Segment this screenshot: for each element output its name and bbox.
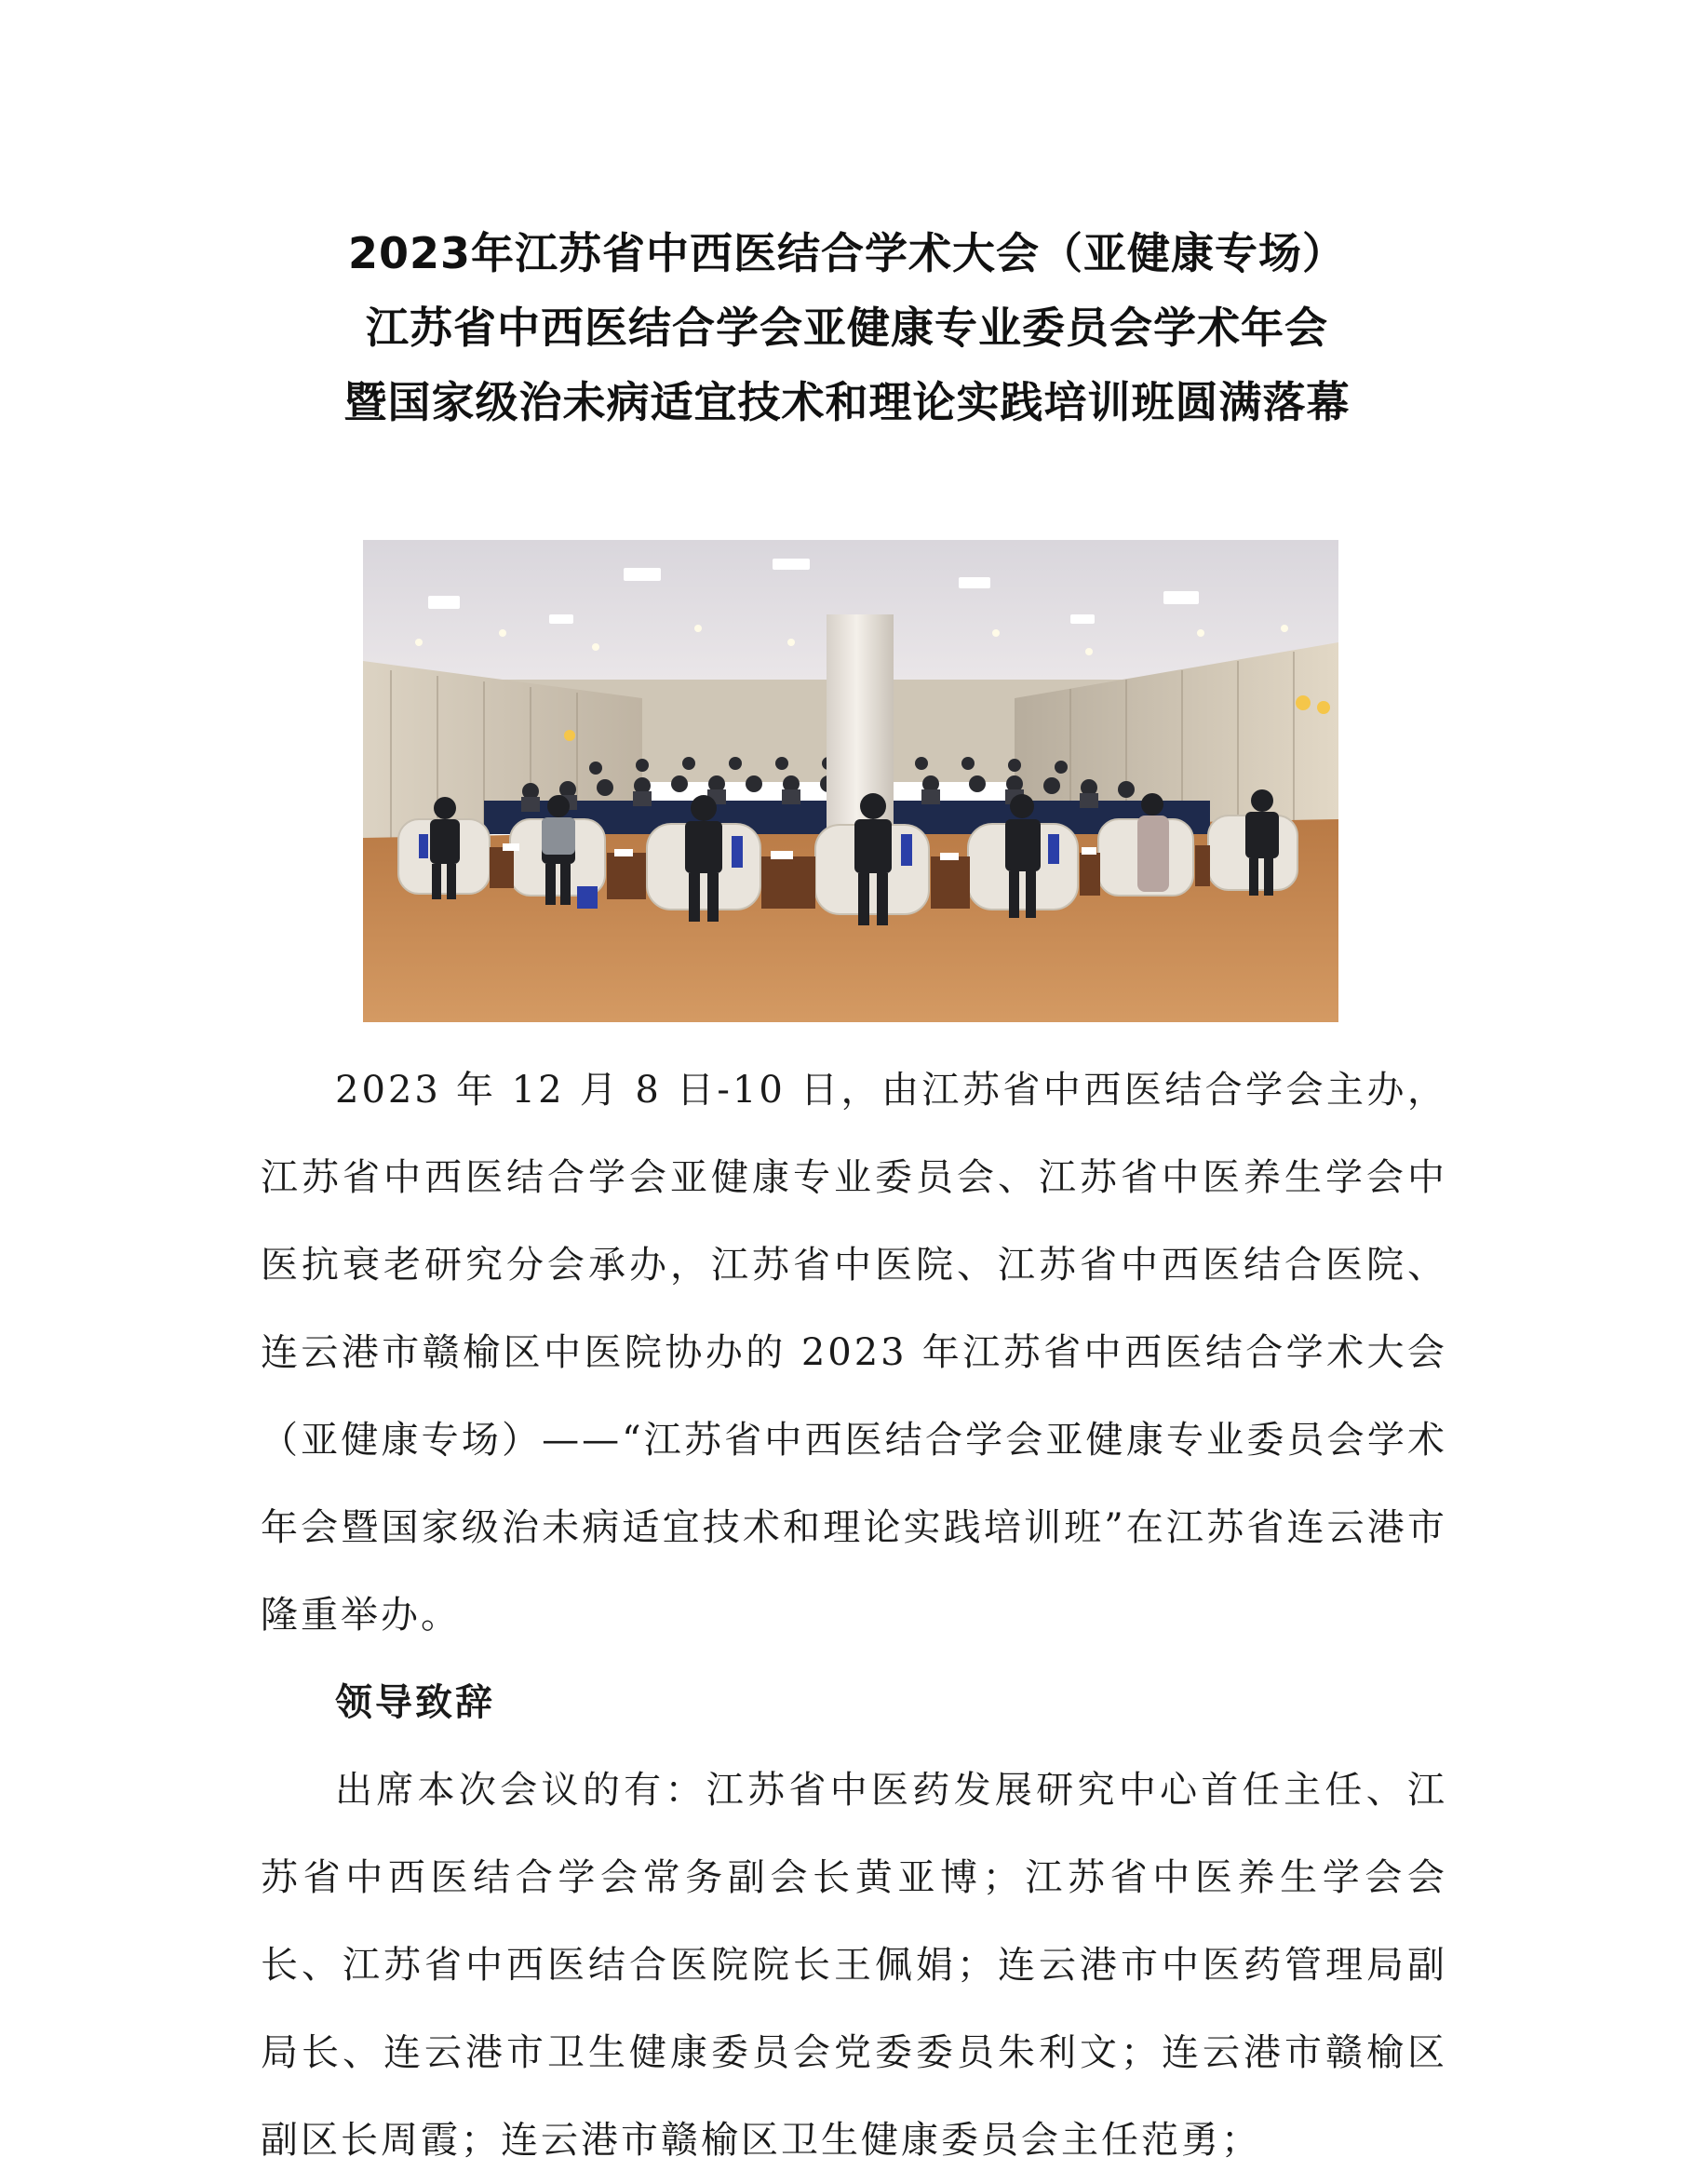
section-heading: 领导致辞 [335, 1681, 495, 1724]
title-line-2: 江苏省中西医结合学会亚健康专业委员会学术年会 [366, 303, 1328, 353]
title-line-1: 2023年江苏省中西医结合学术大会（亚健康专场） [347, 228, 1347, 278]
title-line-3: 暨国家级治未病适宜技术和理论实践培训班圆满落幕 [343, 377, 1351, 427]
conference-group-photo [363, 540, 1338, 1022]
intro-paragraph: 2023 年 12 月 8 日-10 日，由江苏省中西医结合学会主办，江苏省中西医结合学会亚健康专业委员会、江苏省中医养生学会中医抗衰老研究分会承办，江苏省中医院、江苏省中西医结合医院、连云港市赣榆区中医院协办的 2023 年江苏省中西医结合学术大会（亚健康专场）——“江苏省中西医结合学会亚健康专业委员会学术年会暨国家级治未病适宜技术和理论实践培训班”在江苏省连云港市隆重举办。 [261, 1069, 1447, 1637]
article-title [0, 216, 1694, 439]
attendance-paragraph: 出席本次会议的有：江苏省中医药发展研究中心首任主任、江苏省中西医结合学会常务副会长黄亚博；江苏省中医养生学会会长、江苏省中西医结合医院院长王佩娟；连云港市中医药管理局副局长、连云港市卫生健康委员会党委委员朱利文；连云港市赣榆区副区长周霞；连云港市赣榆区卫生健康委员会主任范勇； [261, 1769, 1447, 2162]
article-body [261, 1046, 1447, 2184]
